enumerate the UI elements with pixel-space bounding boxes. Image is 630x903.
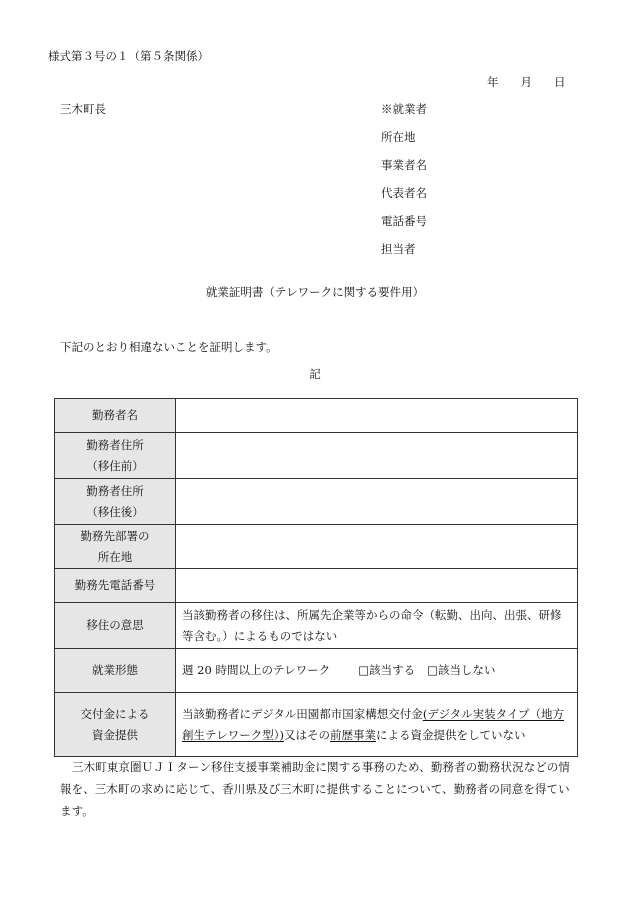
dept-location-value[interactable]: [176, 525, 578, 569]
address-after-value[interactable]: [176, 479, 578, 525]
document-title: 就業証明書（テレワークに関する要件用）: [205, 285, 425, 299]
checkbox-not-applicable[interactable]: □: [427, 663, 438, 677]
applicant-field-representative: 代表者名: [381, 186, 427, 200]
date-day-label: 日: [554, 75, 566, 89]
intro-text: 下記のとおり相違ないことを証明します。: [60, 340, 278, 354]
ki-heading: 記: [309, 367, 321, 381]
consent-footer: 三木町東京圏ＵＪＩターン移住支援事業補助金に関する事務のため、勤務者の勤務状況などの情報を、三木町の求めに応じて、香川県及び三木町に提供することについて、勤務者の同意を得ています。: [60, 760, 571, 818]
grant-prior-project-underlined: 前歴事業: [330, 727, 377, 742]
not-applicable-label: 該当しない: [437, 663, 496, 677]
certificate-table: [54, 398, 578, 757]
applicant-field-contact: 担当者: [381, 242, 416, 256]
table-row: [55, 399, 578, 433]
applicant-block: [381, 101, 427, 269]
work-form-cell: [176, 649, 578, 693]
applicant-header: ※就業者: [381, 102, 427, 116]
applicant-field-company: 事業者名: [381, 158, 427, 172]
applicable-label: 該当する: [369, 663, 416, 677]
grant-label: 交付金による 資金提供: [55, 693, 176, 757]
table-row: [55, 649, 578, 693]
address-before-value[interactable]: [176, 433, 578, 479]
date-month-label: 月: [520, 75, 532, 89]
dept-location-label: 勤務先部署の 所在地: [55, 525, 176, 569]
form-number: 様式第３号の１（第５条関係）: [48, 49, 209, 63]
table-row: [55, 693, 578, 757]
table-row: [55, 479, 578, 525]
address-before-label: 勤務者住所 （移住前）: [55, 433, 176, 479]
relocation-intent-label: 移住の意思: [55, 603, 176, 649]
relocation-intent-text: 当該勤務者の移住は、所属先企業等からの命令（転勤、出向、出張、研修等含む。）によるものではない: [176, 603, 578, 649]
table-row: [55, 525, 578, 569]
table-row: [55, 603, 578, 649]
applicant-field-phone: 電話番号: [381, 214, 427, 228]
work-form-text: 週 20 時間以上のテレワーク: [182, 663, 331, 677]
date-year-label: 年: [487, 75, 499, 89]
worker-name-label: 勤務者名: [55, 399, 176, 433]
grant-text: 当該勤務者にデジタル田園都市国家構想交付金(デジタル実装タイプ（地方創生テレワーク型）)又はその前歴事業による資金提供をしていない: [176, 693, 578, 757]
worker-name-value[interactable]: [176, 399, 578, 433]
table-row: [55, 433, 578, 479]
address-after-label: 勤務者住所 （移住後）: [55, 479, 176, 525]
table-row: [55, 569, 578, 603]
applicant-field-location: 所在地: [381, 130, 416, 144]
addressee: 三木町長: [60, 102, 106, 116]
phone-value[interactable]: [176, 569, 578, 603]
grant-type-underlined: (デジタル実装タイプ（地方創生テレワーク型）): [182, 706, 565, 742]
phone-label: 勤務先電話番号: [55, 569, 176, 603]
work-form-label: 就業形態: [55, 649, 176, 693]
checkbox-applicable[interactable]: □: [358, 663, 370, 677]
date-line: [487, 74, 566, 90]
